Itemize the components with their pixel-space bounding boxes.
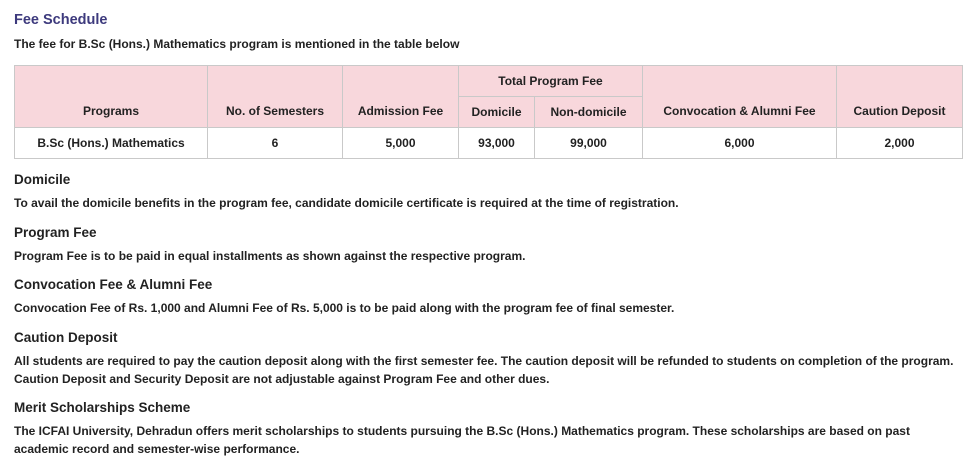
fee-table bbox=[14, 65, 963, 159]
section-program-fee bbox=[14, 225, 962, 265]
header-convocation-alumni-fee: Convocation & Alumni Fee bbox=[643, 66, 837, 128]
section-domicile bbox=[14, 172, 962, 212]
section-merit-scholarships bbox=[14, 400, 962, 458]
cell-program: B.Sc (Hons.) Mathematics bbox=[15, 128, 208, 159]
section-heading: Program Fee bbox=[14, 225, 97, 240]
header-admission-fee: Admission Fee bbox=[343, 66, 459, 128]
cell-non-domicile: 99,000 bbox=[535, 128, 643, 159]
section-text: Convocation Fee of Rs. 1,000 and Alumni Fee of Rs. 5,000 is to be paid along with the program fee of final semester. bbox=[14, 301, 675, 315]
section-text: The ICFAI University, Dehradun offers merit scholarships to students pursuing the B.Sc (Hons.) Mathematics program. These scholarships are based on past academic record and semester-wise performance. bbox=[14, 424, 910, 456]
section-heading: Caution Deposit bbox=[14, 330, 118, 345]
cell-convocation-alumni-fee: 6,000 bbox=[643, 128, 837, 159]
table-row bbox=[15, 128, 963, 159]
section-heading: Convocation Fee & Alumni Fee bbox=[14, 277, 213, 292]
cell-semesters: 6 bbox=[208, 128, 343, 159]
section-text: Program Fee is to be paid in equal installments as shown against the respective program. bbox=[14, 249, 526, 263]
section-heading: Domicile bbox=[14, 172, 71, 187]
section-text: To avail the domicile benefits in the program fee, candidate domicile certificate is required at the time of registration. bbox=[14, 196, 679, 210]
header-domicile: Domicile bbox=[459, 97, 535, 128]
cell-domicile: 93,000 bbox=[459, 128, 535, 159]
header-programs: Programs bbox=[15, 66, 208, 128]
cell-caution-deposit: 2,000 bbox=[837, 128, 963, 159]
header-non-domicile: Non-domicile bbox=[535, 97, 643, 128]
header-semesters: No. of Semesters bbox=[208, 66, 343, 128]
intro-text: The fee for B.Sc (Hons.) Mathematics program is mentioned in the table below bbox=[14, 37, 460, 51]
section-caution-deposit bbox=[14, 330, 962, 388]
section-convocation-alumni-fee bbox=[14, 277, 962, 317]
cell-admission-fee: 5,000 bbox=[343, 128, 459, 159]
header-caution-deposit: Caution Deposit bbox=[837, 66, 963, 128]
section-heading: Merit Scholarships Scheme bbox=[14, 400, 191, 415]
section-text: All students are required to pay the caution deposit along with the first semester fee. The caution deposit will be refunded to students on completion of the program. Caution Deposit and Security Deposit are not adjustable against Program Fee and other dues. bbox=[14, 354, 954, 386]
page-title: Fee Schedule bbox=[14, 12, 108, 28]
header-total-program-fee: Total Program Fee bbox=[459, 66, 643, 97]
